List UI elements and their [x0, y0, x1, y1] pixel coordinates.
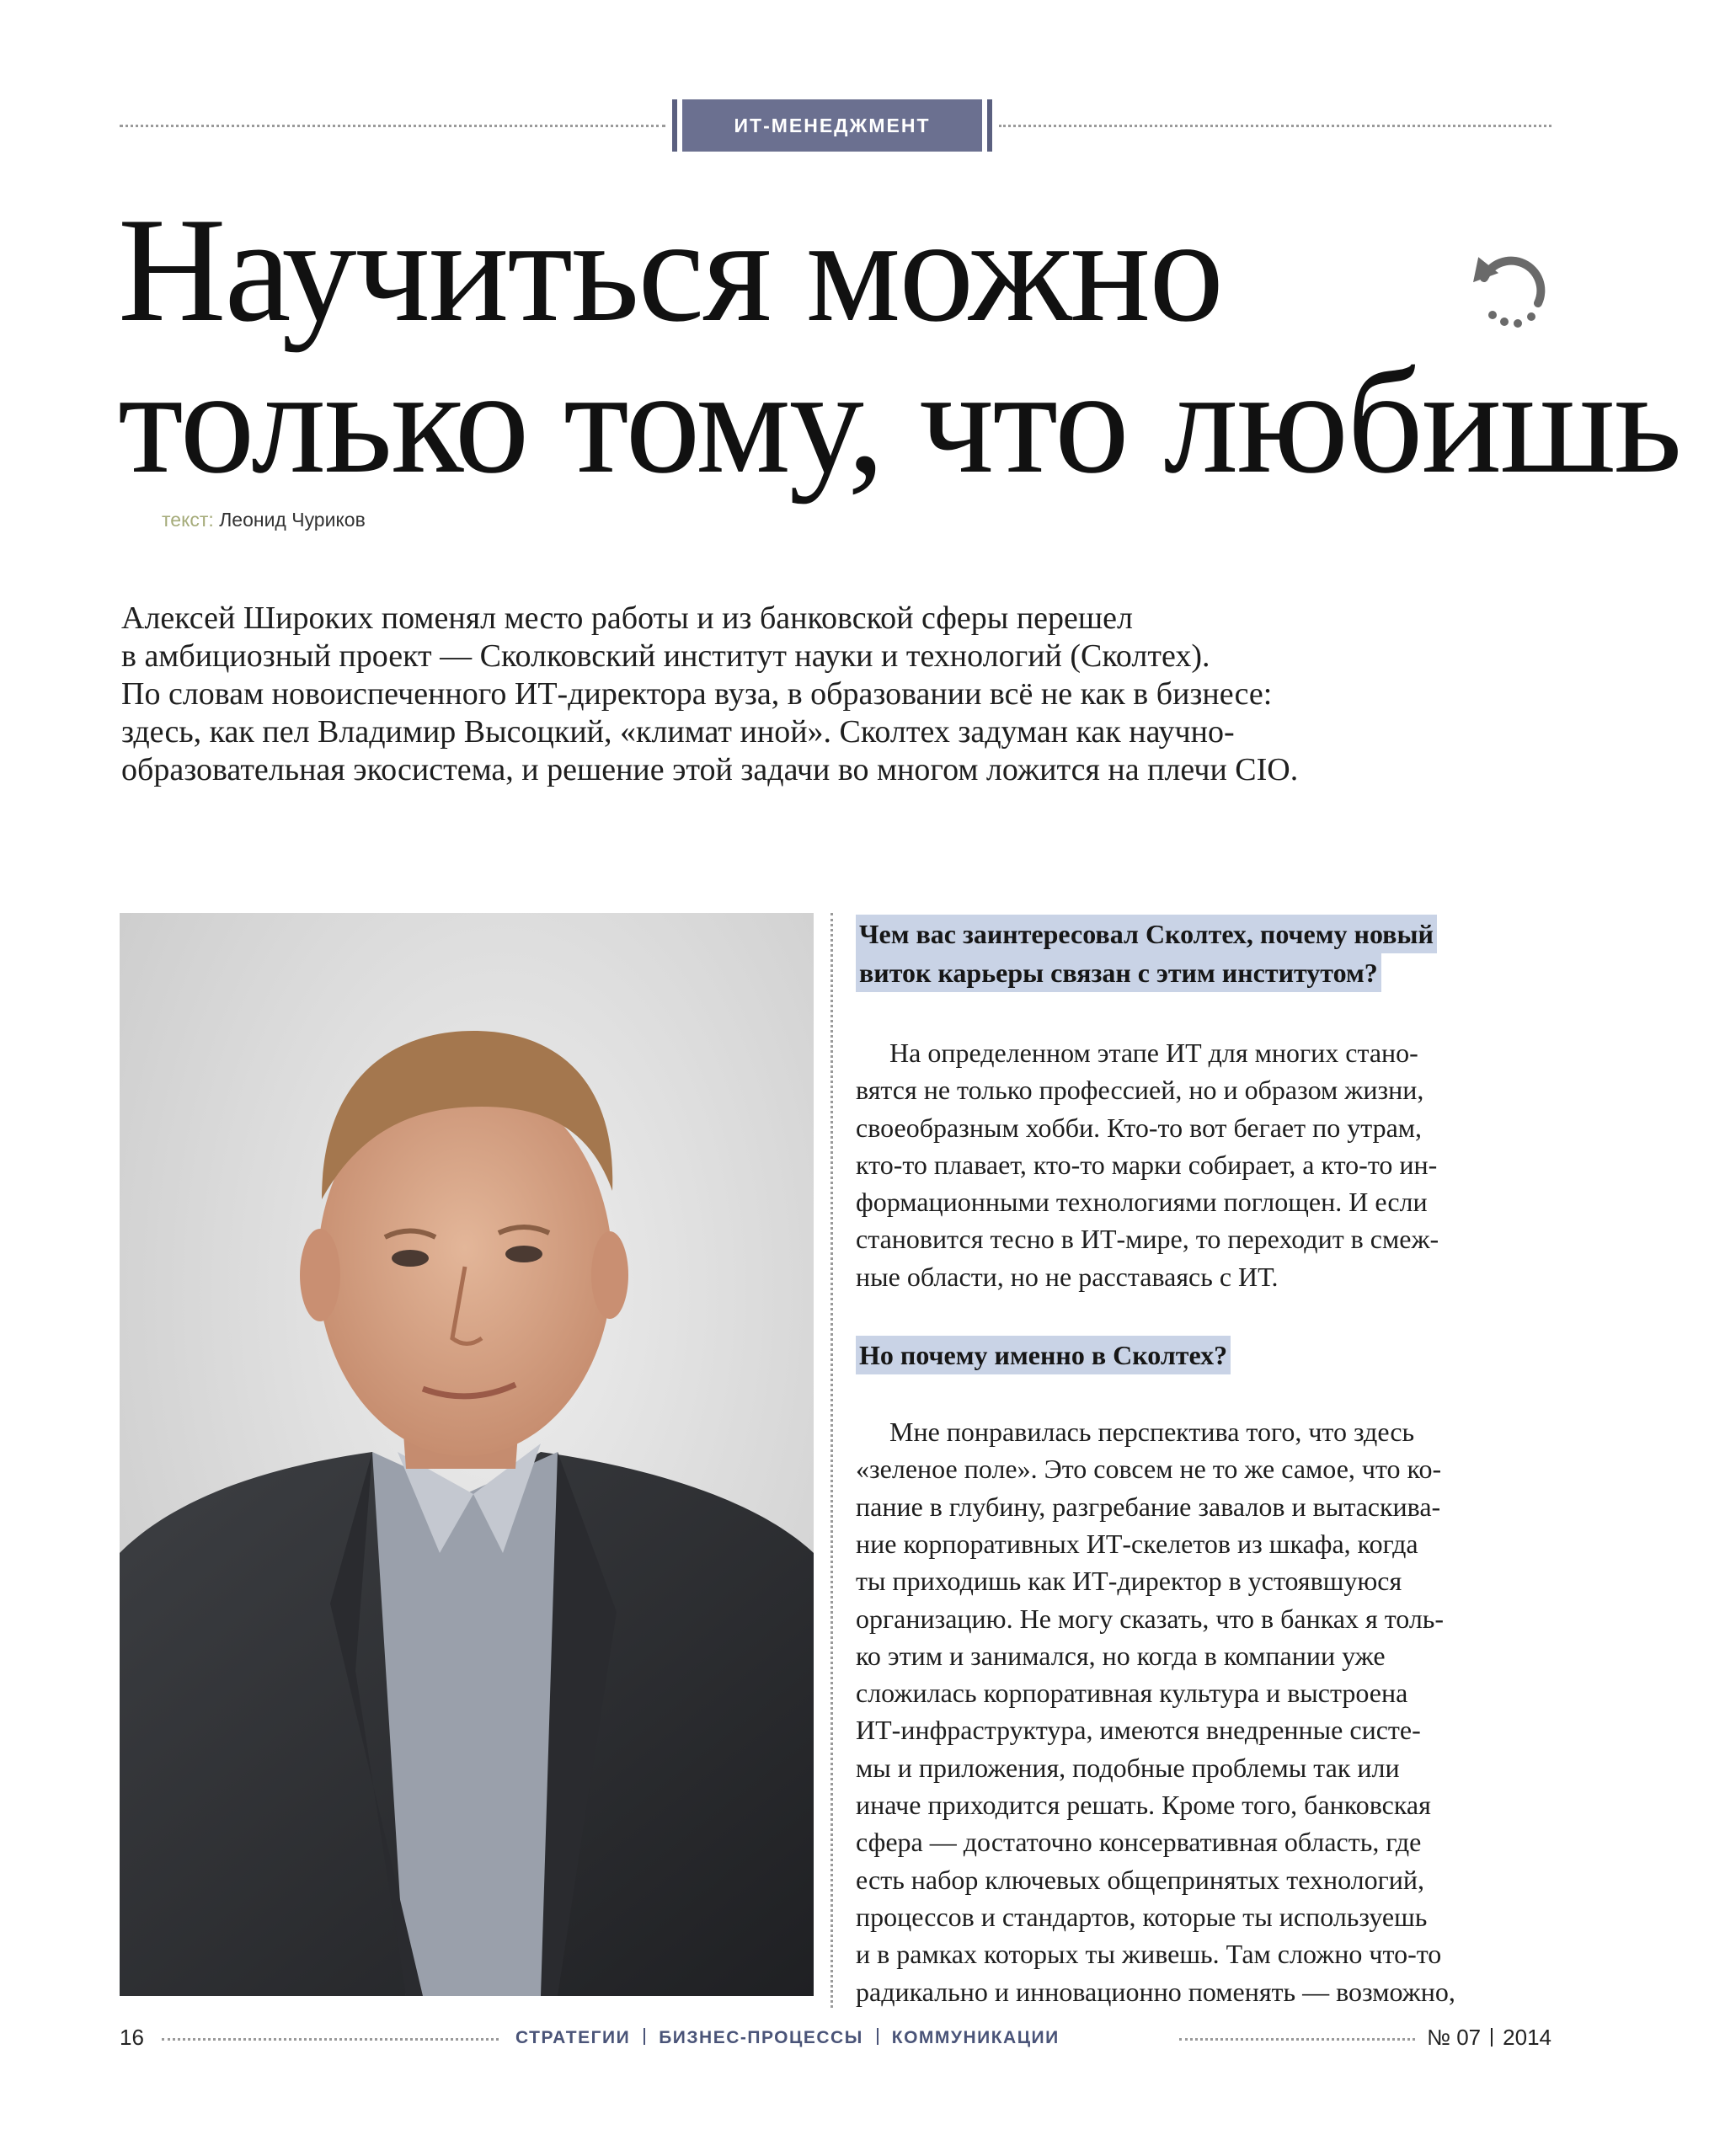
- footer-section-communications[interactable]: КОММУНИКАЦИИ: [891, 2028, 1060, 2047]
- byline-author: Леонид Чуриков: [219, 509, 366, 531]
- answer-line: иначе приходится решать. Кроме того, банковская: [856, 1790, 1431, 1821]
- article-title: [118, 186, 1681, 504]
- answer-line: ко этим и занимался, но когда в компании уже: [856, 1640, 1386, 1671]
- answer-line: и в рамках которых ты живешь. Там сложно что-то: [856, 1939, 1442, 1970]
- answer-line: пание в глубину, разгребание завалов и вытаскива-: [856, 1491, 1441, 1522]
- interview-column: [856, 915, 1550, 2010]
- answer-line: ты приходишь как ИТ-директор в устоявшуюся: [856, 1566, 1402, 1597]
- section-rubric: [672, 99, 992, 152]
- answer-1: [856, 1034, 1550, 1295]
- issue-year: 2014: [1503, 2025, 1551, 2050]
- answer-line: ные области, но не расставаясь с ИТ.: [856, 1261, 1279, 1292]
- answer-line: сфера — достаточно консервативная область, где: [856, 1827, 1422, 1858]
- column-divider: [830, 913, 833, 2008]
- page-number: 16: [120, 2025, 144, 2050]
- question-line: Чем вас заинтересовал Сколтех, почему новый: [856, 915, 1437, 953]
- page-footer: [120, 2025, 1551, 2058]
- question-line: виток карьеры связан с этим институтом?: [856, 953, 1381, 992]
- question-2: [856, 1336, 1550, 1374]
- lead-paragraph: [121, 600, 1553, 789]
- rubric-bar-right: [987, 99, 992, 152]
- lead-line: Алексей Широких поменял место работы и из банковской сферы перешел: [121, 600, 1133, 636]
- footer-dotted-rule-left: [162, 2038, 499, 2041]
- answer-line: организацию. Не могу сказать, что в банках я толь-: [856, 1603, 1445, 1634]
- answer-line: своеобразным хобби. Кто-то вот бегает по утрам,: [856, 1112, 1423, 1143]
- lead-line: По словам новоиспеченного ИТ-директора вуза, в образовании всё не как в бизнесе:: [121, 676, 1273, 712]
- portrait-illustration: [120, 913, 814, 1996]
- answer-2: [856, 1413, 1550, 2010]
- answer-line: ние корпоративных ИТ-скелетов из шкафа, когда: [856, 1528, 1418, 1559]
- header-dotted-rule-right: [999, 125, 1551, 127]
- answer-line: становится тесно в ИТ-мире, то переходит в смеж-: [856, 1224, 1439, 1255]
- byline-label: текст:: [162, 509, 214, 531]
- question-line: Но почему именно в Сколтех?: [856, 1336, 1231, 1374]
- footer-separator: [644, 2028, 645, 2045]
- footer-separator: [877, 2028, 879, 2045]
- answer-line: Мне понравилась перспектива того, что здесь: [856, 1417, 1415, 1448]
- byline: [162, 509, 366, 531]
- header-dotted-rule-left: [120, 125, 665, 127]
- rubric-label: ИТ-МЕНЕДЖМЕНТ: [682, 99, 982, 152]
- answer-line: ИТ-инфраструктура, имеются внедренные систе-: [856, 1715, 1421, 1746]
- portrait-photo: [120, 913, 814, 1996]
- lead-line: образовательная экосистема, и решение этой задачи во многом ложится на плечи CIO.: [121, 752, 1299, 787]
- answer-line: кто-то плавает, кто-то марки собирает, а кто-то ин-: [856, 1149, 1438, 1180]
- lead-line: здесь, как пел Владимир Высоцкий, «климат иной». Сколтех задуман как научно-: [121, 714, 1235, 750]
- footer-section-business-processes[interactable]: БИЗНЕС-ПРОЦЕССЫ: [659, 2028, 863, 2047]
- footer-dotted-rule-right: [1179, 2038, 1415, 2041]
- lead-line: в амбициозный проект — Сколковский институт науки и технологий (Сколтех).: [121, 638, 1210, 674]
- issue-separator: [1491, 2028, 1493, 2047]
- answer-line: радикально и инновационно поменять — возможно,: [856, 1976, 1455, 2007]
- question-1: [856, 915, 1550, 992]
- title-line: только тому, что любишь: [118, 338, 1681, 504]
- answer-line: «зеленое поле». Это совсем не то же самое, что ко-: [856, 1454, 1442, 1485]
- answer-line: вятся не только профессией, но и образом жизни,: [856, 1075, 1424, 1106]
- return-arrow-icon[interactable]: [1466, 244, 1558, 337]
- footer-section-nav: [515, 2028, 1060, 2048]
- rubric-bar-left: [672, 99, 677, 152]
- title-line: Научиться можно: [118, 186, 1223, 353]
- answer-line: мы и приложения, подобные проблемы так или: [856, 1752, 1400, 1783]
- answer-line: процессов и стандартов, которые ты используешь: [856, 1901, 1428, 1932]
- answer-line: На определенном этапе ИТ для многих стано-: [856, 1038, 1418, 1068]
- issue-number: № 07: [1427, 2025, 1482, 2050]
- answer-line: есть набор ключевых общепринятых технологий,: [856, 1864, 1425, 1895]
- answer-line: формационными технологиями поглощен. И если: [856, 1187, 1428, 1218]
- footer-section-strategies[interactable]: СТРАТЕГИИ: [515, 2028, 631, 2047]
- issue-info: [1427, 2025, 1551, 2051]
- answer-line: сложилась корпоративная культура и выстроена: [856, 1678, 1408, 1709]
